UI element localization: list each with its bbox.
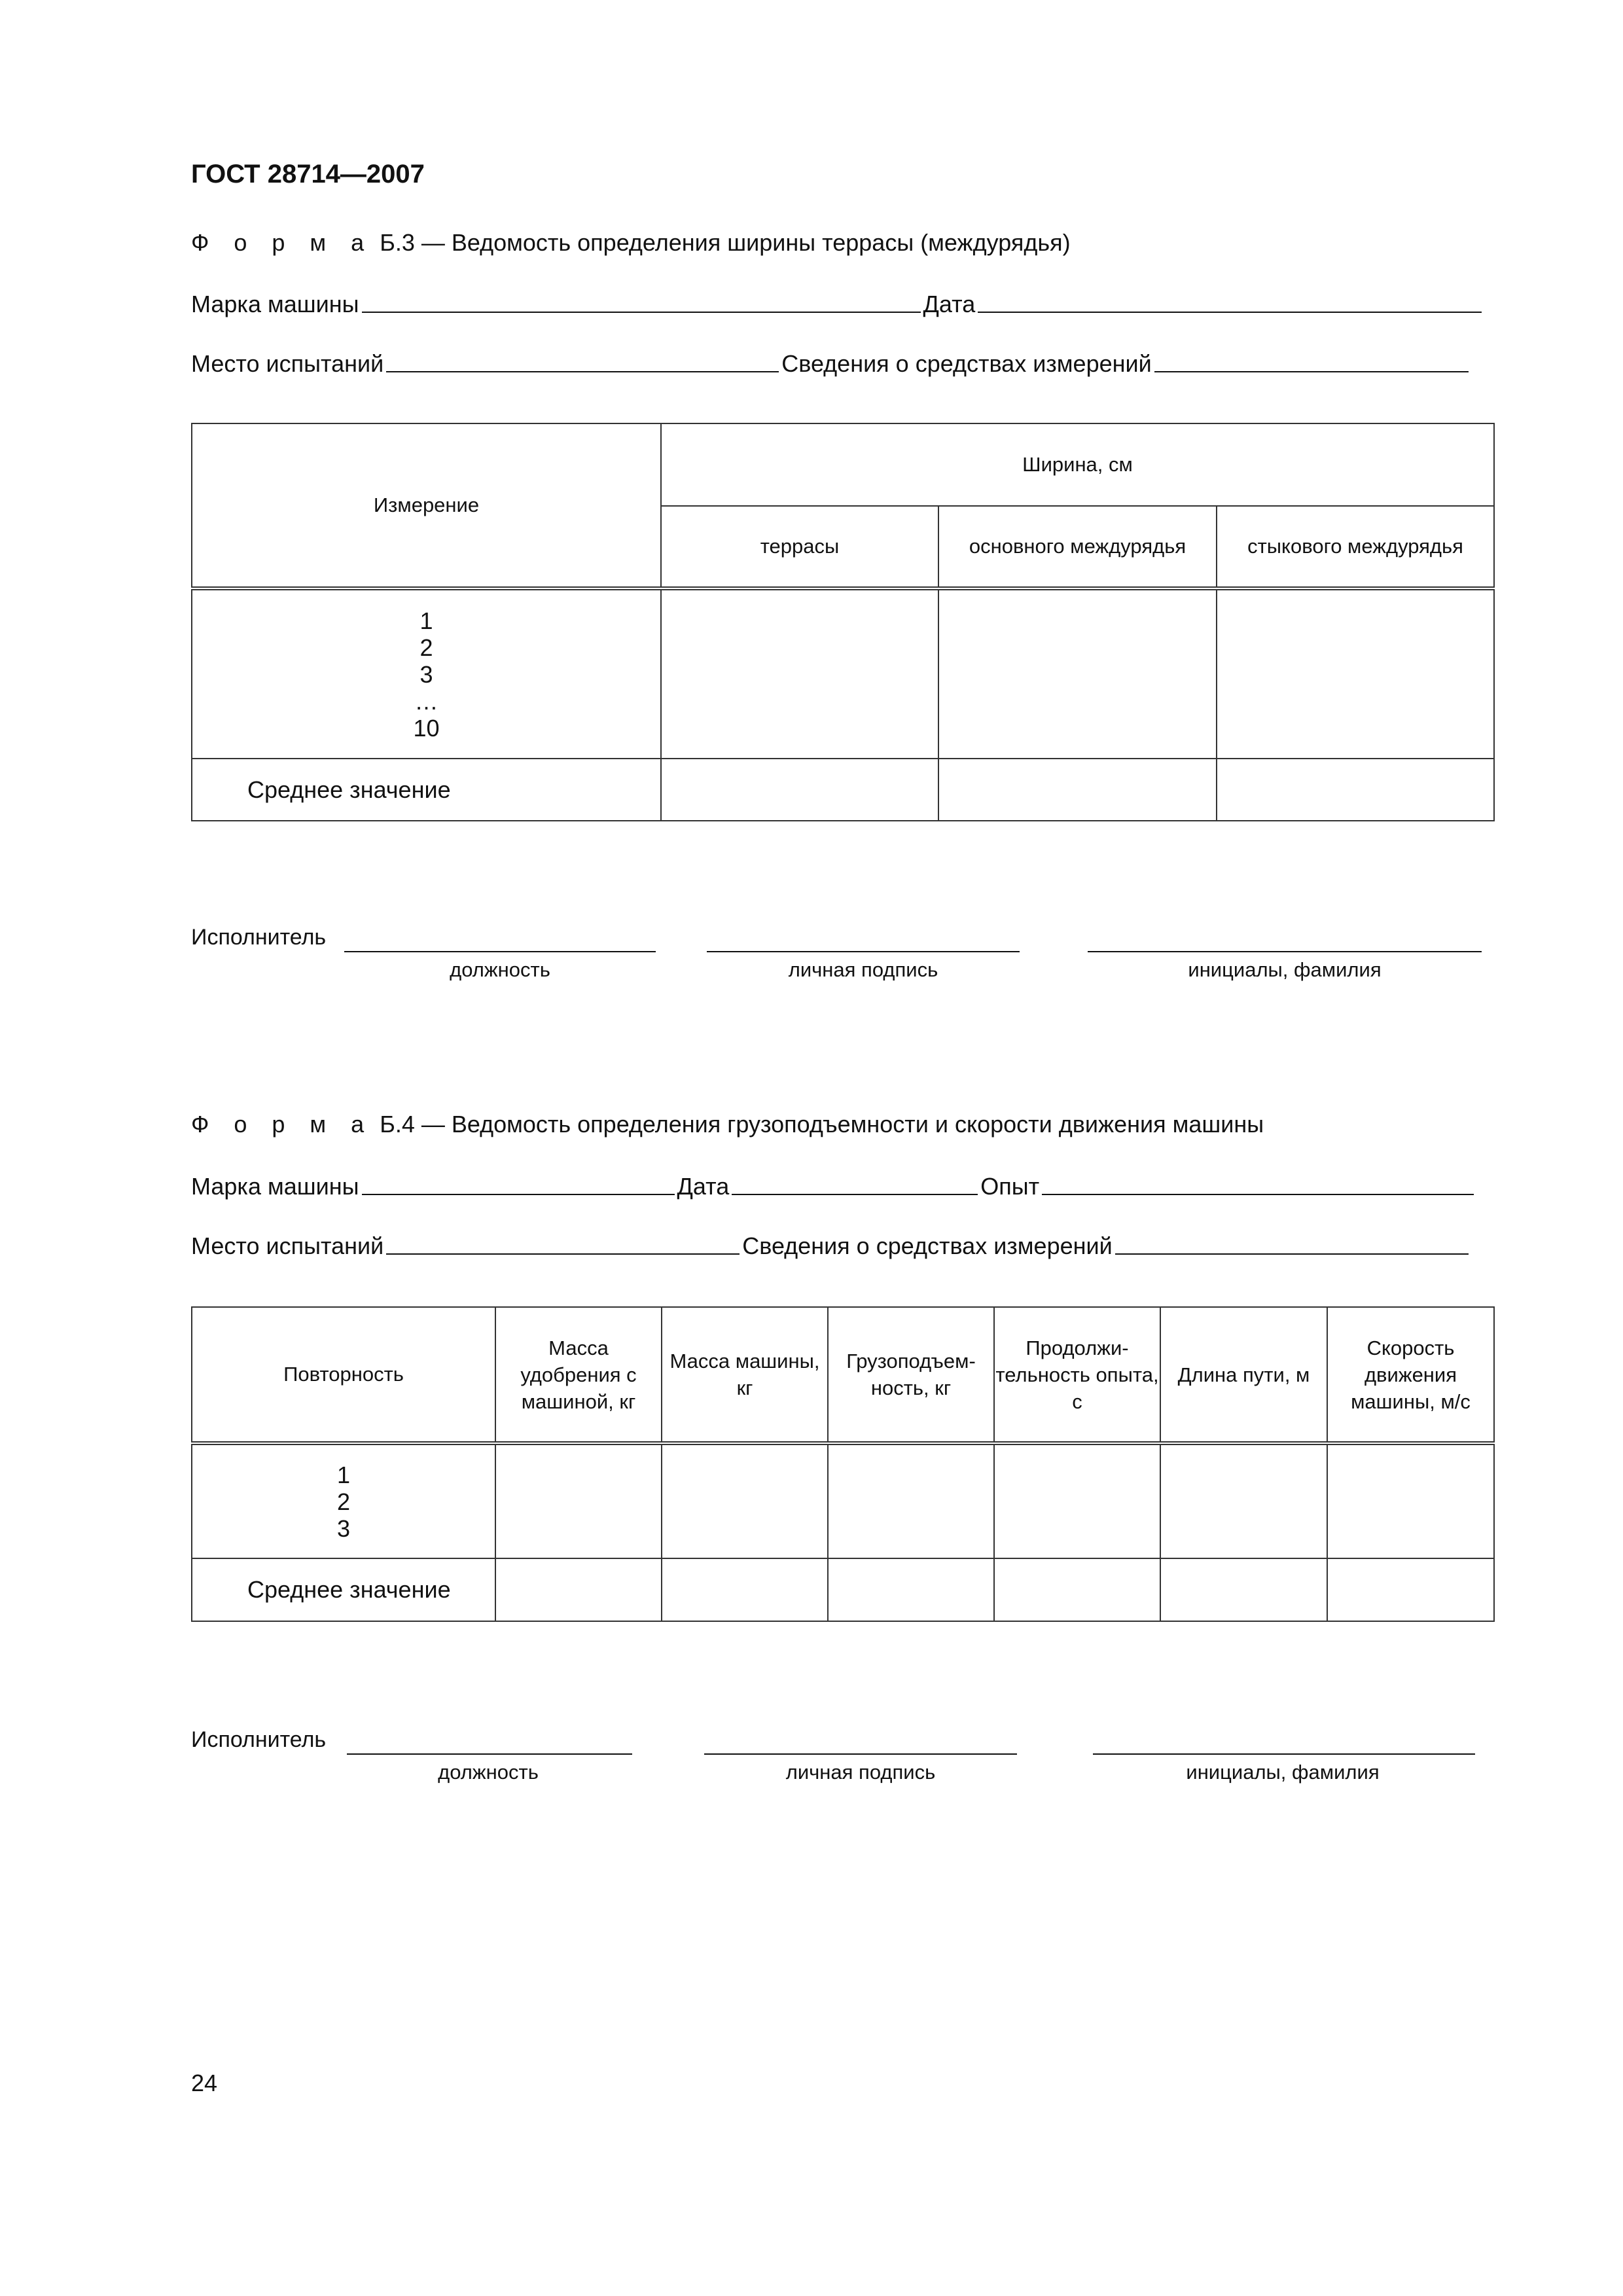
average-cell[interactable] bbox=[495, 1558, 662, 1621]
form-b4-table bbox=[191, 1306, 1495, 1622]
header-path-length: Длина пути, м bbox=[1160, 1307, 1327, 1443]
measurement-numbers bbox=[192, 588, 661, 759]
duration-cell[interactable] bbox=[994, 1443, 1160, 1558]
name-caption: инициалы, фамилия bbox=[1186, 1761, 1380, 1784]
measure-label: Сведения о средствах измерений bbox=[742, 1232, 1113, 1259]
row-label: 1 bbox=[419, 607, 433, 634]
place-input-line[interactable] bbox=[386, 370, 779, 372]
date-input-line[interactable] bbox=[732, 1193, 978, 1195]
header-width-group: Ширина, см bbox=[661, 423, 1494, 506]
trial-input-line[interactable] bbox=[1042, 1193, 1474, 1195]
date-label: Дата bbox=[677, 1173, 730, 1200]
average-cell[interactable] bbox=[1160, 1558, 1327, 1621]
row-label: 2 bbox=[419, 634, 433, 661]
position-line[interactable] bbox=[344, 950, 656, 952]
name-caption: инициалы, фамилия bbox=[1188, 958, 1382, 981]
signature-line[interactable] bbox=[707, 950, 1020, 952]
signature-line[interactable] bbox=[704, 1753, 1017, 1755]
document-code: ГОСТ 28714—2007 bbox=[191, 160, 425, 188]
machine-mass-cell[interactable] bbox=[662, 1443, 828, 1558]
row-label: 1 bbox=[336, 1461, 351, 1488]
position-line[interactable] bbox=[347, 1753, 632, 1755]
header-machine-mass: Масса машины, кг bbox=[662, 1307, 828, 1443]
form-b3-table bbox=[191, 423, 1495, 821]
brand-input-line[interactable] bbox=[362, 1193, 675, 1195]
form-b4-title bbox=[191, 1111, 1264, 1138]
page-number: 24 bbox=[191, 2070, 218, 2096]
trial-label: Опыт bbox=[980, 1173, 1040, 1200]
header-repetition: Повторность bbox=[192, 1307, 495, 1443]
executor-label: Исполнитель bbox=[191, 925, 327, 950]
header-joint-row-spacing: стыкового междурядья bbox=[1217, 506, 1494, 588]
repetition-numbers bbox=[192, 1443, 495, 1558]
form-b3-place-measure-row bbox=[191, 350, 1500, 378]
header-terrace: террасы bbox=[661, 506, 938, 588]
place-label: Место испытаний bbox=[191, 350, 384, 377]
signature-caption: личная подпись bbox=[788, 958, 938, 981]
place-label: Место испытаний bbox=[191, 1232, 384, 1259]
brand-label: Марка машины bbox=[191, 1173, 359, 1200]
average-joint-cell[interactable] bbox=[1217, 759, 1494, 821]
load-capacity-cell[interactable] bbox=[828, 1443, 994, 1558]
date-input-line[interactable] bbox=[978, 311, 1482, 313]
place-input-line[interactable] bbox=[386, 1253, 740, 1255]
brand-input-line[interactable] bbox=[362, 311, 921, 313]
header-main-row-spacing: основного междурядья bbox=[938, 506, 1217, 588]
position-caption: должность bbox=[438, 1761, 539, 1784]
average-cell[interactable] bbox=[994, 1558, 1160, 1621]
row-label: 10 bbox=[413, 714, 440, 742]
row-label: 2 bbox=[336, 1488, 351, 1515]
signature-caption: личная подпись bbox=[785, 1761, 936, 1784]
form-b3-title bbox=[191, 229, 1071, 257]
joint-row-spacing-cell[interactable] bbox=[1217, 588, 1494, 759]
average-label: Среднее значение bbox=[192, 759, 661, 821]
average-cell[interactable] bbox=[662, 1558, 828, 1621]
header-duration: Продолжи-тельность опыта, с bbox=[994, 1307, 1160, 1443]
row-label: 3 bbox=[336, 1515, 351, 1542]
form-b3-title-text: Б.3 — Ведомость определения ширины террасы (междурядья) bbox=[380, 229, 1071, 256]
position-caption: должность bbox=[450, 958, 550, 981]
executor-label: Исполнитель bbox=[191, 1727, 327, 1752]
form-b4-brand-date-row bbox=[191, 1173, 1500, 1200]
form-b3-prefix: Ф о р м а bbox=[191, 229, 374, 256]
average-terrace-cell[interactable] bbox=[661, 759, 938, 821]
average-cell[interactable] bbox=[1327, 1558, 1494, 1621]
path-length-cell[interactable] bbox=[1160, 1443, 1327, 1558]
name-line[interactable] bbox=[1088, 950, 1482, 952]
header-measurement: Измерение bbox=[192, 423, 661, 588]
form-b4-place-measure-row bbox=[191, 1232, 1500, 1260]
average-main-cell[interactable] bbox=[938, 759, 1217, 821]
row-label: 3 bbox=[419, 660, 433, 688]
mass-with-fertilizer-cell[interactable] bbox=[495, 1443, 662, 1558]
main-row-spacing-cell[interactable] bbox=[938, 588, 1217, 759]
header-speed: Скорость движения машины, м/с bbox=[1327, 1307, 1494, 1443]
form-b4-prefix: Ф о р м а bbox=[191, 1111, 374, 1138]
header-load-capacity: Грузоподъем-ность, кг bbox=[828, 1307, 994, 1443]
speed-cell[interactable] bbox=[1327, 1443, 1494, 1558]
measure-input-line[interactable] bbox=[1115, 1253, 1469, 1255]
terrace-cell[interactable] bbox=[661, 588, 938, 759]
measure-label: Сведения о средствах измерений bbox=[781, 350, 1152, 377]
brand-label: Марка машины bbox=[191, 291, 359, 317]
average-cell[interactable] bbox=[828, 1558, 994, 1621]
date-label: Дата bbox=[923, 291, 976, 317]
header-mass-with-fertilizer: Масса удобрения с машиной, кг bbox=[495, 1307, 662, 1443]
form-b3-brand-date-row bbox=[191, 291, 1500, 318]
name-line[interactable] bbox=[1093, 1753, 1475, 1755]
measure-input-line[interactable] bbox=[1154, 370, 1469, 372]
average-label: Среднее значение bbox=[192, 1558, 495, 1621]
row-label: … bbox=[414, 687, 438, 715]
form-b4-title-text: Б.4 — Ведомость определения грузоподъемности и скорости движения машины bbox=[380, 1111, 1264, 1138]
